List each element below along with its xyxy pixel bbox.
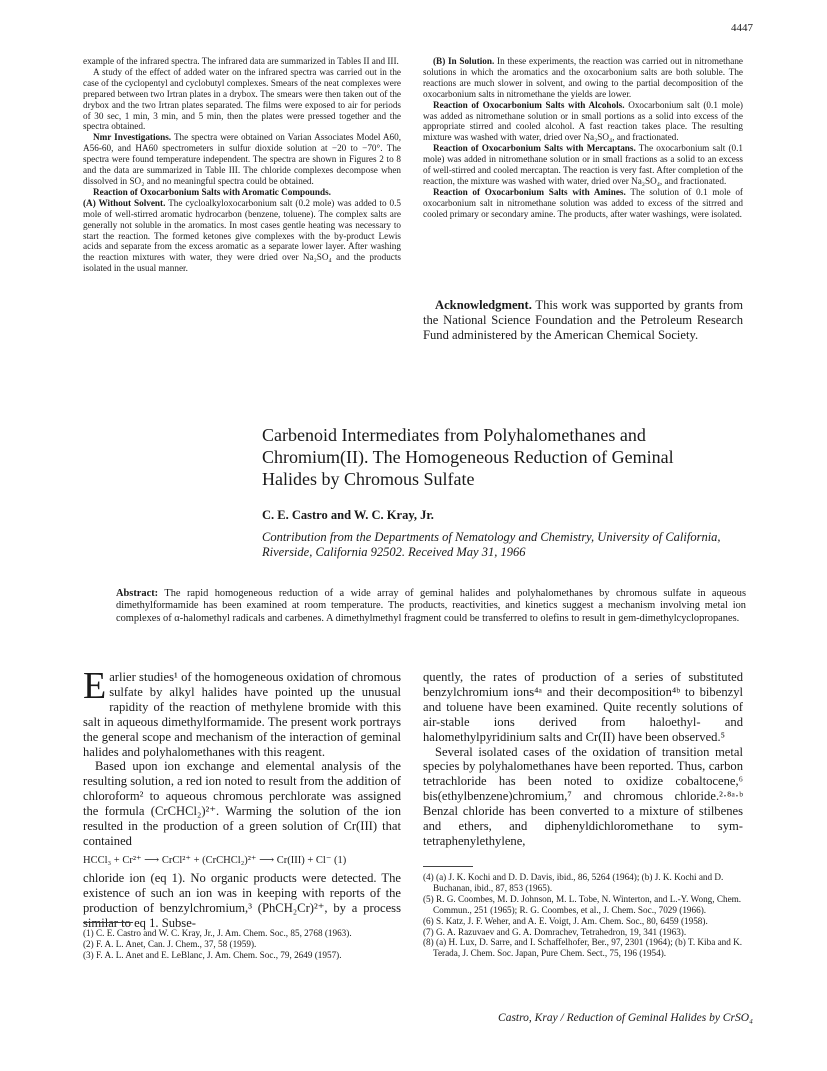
experimental-left-column xyxy=(83,56,401,274)
paragraph: chloride ion (eq 1). No organic products were detected. The existence of such an ion was in keeping with reports of the production of benzylchromium,³ (PhCH₂Cr)²⁺, by a process similar to eq 1. Subse- xyxy=(83,870,401,930)
paragraph: Reaction of Oxocarbonium Salts with Amines. The solution of 0.1 mole of oxocarbonium salt in nitromethane solution was added to excess of the sitrred and cooled primary or secondary amine. The products, after water washings, were isolated. xyxy=(423,186,743,219)
abstract-text: The rapid homogeneous reduction of a wide array of geminal halides and polyhalomethanes by chromous sulfate in aqueous dimethylformamide has been examined at room temperature. The products, reactivities, and kinetics suggest a mechanism involving metal ion complexes of α-halomethyl radicals and carbenes. A dimethylmethyl fragment could be transferred to olefins to result in gem-dimethylcyclopropanes. xyxy=(116,588,746,624)
footnote: (3) F. A. L. Anet and E. LeBlanc, J. Am. Chem. Soc., 79, 2649 (1957). xyxy=(83,949,342,960)
abstract-label: Abstract: xyxy=(116,588,159,599)
experimental-right-column xyxy=(423,56,743,220)
paragraph: Several isolated cases of the oxidation of transition metal species by polyhalomethanes have been reported. Thus, carbon tetrachloride has been noted to oxidize cobaltocene,⁶ bis(ethylbenzene)chromium,⁷ and chromous chloride.²·⁸ᵃ·ᵇ Benzal chloride has been converted to a mixture of stilbenes and ethers, and diphenyldichloromethane to sym-tetraphenylethylene, xyxy=(423,744,743,848)
footnote: (4) (a) J. K. Kochi and D. D. Davis, ibid., 86, 5264 (1964); (b) J. K. Kochi and D. Buchanan, ibid., 87, 853 (1965). xyxy=(423,872,724,893)
acknowledgment-heading: Acknowledgment. xyxy=(435,298,532,312)
footnote: (2) F. A. L. Anet, Can. J. Chem., 37, 58 (1959). xyxy=(83,938,257,949)
article-title: Carbenoid Intermediates from Polyhalomethanes and Chromium(II). The Homogeneous Reduction of Geminal Halides by Chromous Sulfate xyxy=(262,425,674,489)
abstract xyxy=(116,588,746,625)
section-heading: Reaction of Oxocarbonium Salts with Mercaptans. xyxy=(433,143,636,154)
section-heading: Reaction of Oxocarbonium Salts with Aromatic Compounds. xyxy=(93,186,331,197)
section-heading: Reaction of Oxocarbonium Salts with Amines. xyxy=(433,186,626,197)
running-footer: Castro, Kray / Reduction of Geminal Halides by CrSO₄ xyxy=(498,1012,753,1024)
affiliation: Contribution from the Departments of Nematology and Chemistry, University of California, Riverside, California 92502. Received May 31, 1966 xyxy=(262,530,721,559)
section-heading: Nmr Investigations. xyxy=(93,132,172,143)
acknowledgment: Acknowledgment. This work was supported by grants from the National Science Foundation and the Petroleum Research Fund administered by the American Chemical Society. xyxy=(423,298,743,343)
footnote: (6) S. Katz, J. F. Weher, and A. E. Voigt, J. Am. Chem. Soc., 80, 6459 (1958). xyxy=(423,915,708,926)
paragraph: Nmr Investigations. The spectra were obtained on Varian Associates Model A60, A56-60, and HA60 spectrometers in sulfur dioxide solution at −20 to −70°. The spectra were found temperature independent. The spectra are shown in Figures 2 to 8 and the data are summarized in Table III. The chloride complexes decompose when dissolved in SO₂ and no meaningful spectra could be obtained. xyxy=(83,132,401,186)
page-number: 4447 xyxy=(731,22,753,34)
paragraph: (A) Without Solvent. The cycloalkyloxocarbonium salt (0.2 mole) was added to 0.5 mole of well-stirred aromatic hydrocarbon (benzene, toluene). The complex salts are generally not soluble in the aromatics. In most cases gentle heating was necessary to start the reaction. The formed ketones give complexes with the by-product Lewis acids and separate from the excess aromatic as a separate lower layer. After washing the reaction mixtures with water, they were dried over Na₂SO₄ and the products isolated in the usual manner. xyxy=(83,197,401,274)
paragraph: A study of the effect of added water on the infrared spectra was carried out in the case of the cyclopentyl and cyclobutyl complexes. Smears of the neat complexes were prepared between two Irtran plates in a drybox. The smears were then taken out of the drybox and the two Irtran plates separated. The films were exposed to air for periods of 30 sec, 1 min, 3 min, and 5 min, then the plates were pressed together and the spectra obtained. xyxy=(83,66,401,132)
footnote: (5) R. G. Coombes, M. D. Johnson, M. L. Tobe, N. Winterton, and L.-Y. Wong, Chem. Commun., 251 (1965); R. G. Coombes, et al., J. Chem. Soc., 7029 (1966). xyxy=(423,893,742,915)
subsection-heading: (B) In Solution. xyxy=(433,56,495,66)
footnote-rule xyxy=(83,922,133,923)
paragraph: (B) In Solution. In these experiments, the reaction was carried out in nitromethane solutions in which the aromatics and the oxocarbonium salts are both soluble. The reactions are much slower in solvent, and owing to the partial decomposition of the oxocarbonium salts in nitromethane the yields are lower. xyxy=(423,56,743,99)
paragraph: Reaction of Oxocarbonium Salts with Alcohols. Oxocarbonium salt (0.1 mole) was added as nitromethane solution or in small portions as a solid into excess of the appropriate stirred and cooled alcohol. A fast reaction takes place. The resulting mixture was washed with water, dried over Na₂SO₄, and fractionated. xyxy=(423,99,743,143)
paragraph: example of the infrared spectra. The infrared data are summarized in Tables II and III. xyxy=(83,56,399,66)
equation: HCCl₃ + Cr²⁺ ⟶ CrCl²⁺ + (CrCHCl₂)²⁺ ⟶ Cr(III) + Cl⁻ (1) xyxy=(83,854,347,866)
body-left-column xyxy=(83,665,401,931)
footnote: (1) C. E. Castro and W. C. Kray, Jr., J. Am. Chem. Soc., 85, 2768 (1963). xyxy=(83,928,352,938)
authors: C. E. Castro and W. C. Kray, Jr. xyxy=(262,508,434,522)
subsection-heading: (A) Without Solvent. xyxy=(83,197,166,208)
paragraph: quently, the rates of production of a series of substituted benzylchromium ions⁴ᵃ and their decomposition⁴ᵇ to bibenzyl and toluene have been examined. Quite recently solutions of air-stable ions derived from haloethyl- and halomethylpyridinium salts and Cr(II) have been observed.⁵ xyxy=(423,670,743,744)
section-heading: Reaction of Oxocarbonium Salts with Alcohols. xyxy=(433,99,625,110)
paragraph: Reaction of Oxocarbonium Salts with Mercaptans. The oxocarbonium salt (0.1 mole) was added in nitromethane solution or in small fractions as a solid to an excess of well-stirred and cooled mercaptan. The reaction is very fast. After completion of the reaction, the mixture was washed with water, dried over Na₂SO₄, and fractionated. xyxy=(423,143,743,186)
footnote: (8) (a) H. Lux, D. Sarre, and I. Schaffelhofer, Ber., 97, 2301 (1964); (b) T. Kiba and K. Terada, J. Chem. Soc. Japan, Pure Chem. Sect., 75, 196 (1954). xyxy=(423,937,743,959)
paragraph: Earlier studies¹ of the homogeneous oxidation of chromous sulfate by alkyl halides have pointed up the unusual rapidity of the reaction of methylene bromide with this salt in aqueous dimethylformamide. The present work portrays the general scope and mechanism of the interaction of geminal halides and polyhalomethanes with this reagent. xyxy=(83,665,401,759)
drop-cap: E xyxy=(83,665,107,707)
paragraph: Based upon ion exchange and elemental analysis of the resulting solution, a red ion noted to result from the addition of chloroform² to aqueous chromous perchlorate was assigned the formula (CrCHCl₂)²⁺. Warming the solution of the ion resulted in the production of a green solution of Cr(III) that contained xyxy=(83,759,401,848)
footnote: (7) G. A. Razuvaev and G. A. Domrachev, Tetrahedron, 19, 341 (1963). xyxy=(423,926,687,937)
footnotes-right xyxy=(423,872,743,959)
body-right-column xyxy=(423,670,743,849)
footnote-rule xyxy=(423,866,473,867)
footnotes-left xyxy=(83,928,401,961)
